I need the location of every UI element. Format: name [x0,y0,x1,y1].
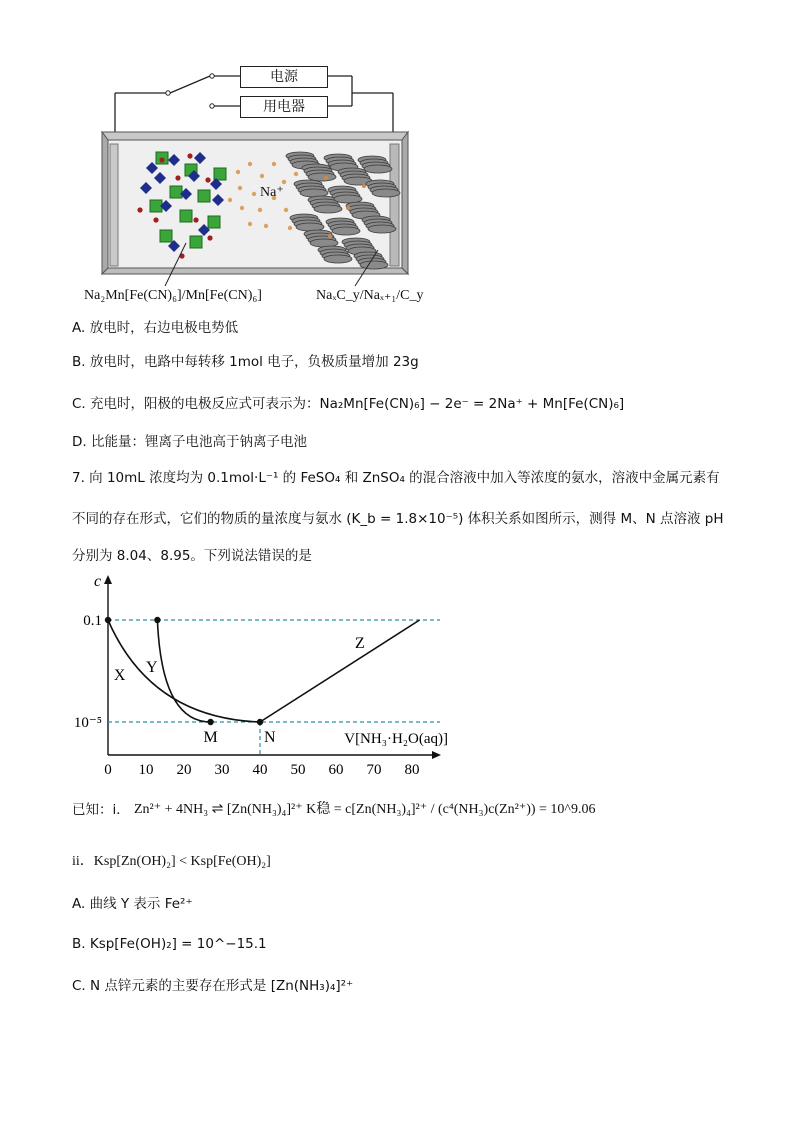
na-ion-dot [236,170,240,174]
power-source-box [240,66,328,88]
intercalated-na [324,176,328,180]
na-ion-dot [248,222,252,226]
q6-option-a: A. 放电时，右边电极电势低 [72,320,239,336]
left-electrode-label: Na₂Mn[Fe(CN)₆]/Mn[Fe(CN)₆] [84,288,262,303]
framework-cube [190,236,202,248]
graphite-layer [360,261,388,269]
q7-option-a: A. 曲线 Y 表示 Fe²⁺ [72,896,193,912]
known-prefix: 已知：i． [72,802,130,818]
framework-atom [207,235,212,240]
x-axis-arrow [432,751,441,759]
na-ion-dot [264,224,268,228]
x-axis-label: V[NH₃·H₂O(aq)] [344,731,448,747]
framework-atom [159,157,164,162]
series-z-line [260,620,420,722]
appliance-label: 用电器 [263,99,305,115]
graphite-layer [324,255,352,263]
graphite-layer [332,227,360,235]
known-eq-ii: ii．Ksp[Zn(OH)₂] < Ksp[Fe(OH)₂] [72,854,271,869]
series-x-curve [108,620,260,722]
framework-cube [198,190,210,202]
framework-cube [180,210,192,222]
x-tick-label: 10 [138,762,154,777]
framework-atom [193,217,198,222]
x-tick-label: 30 [214,762,230,777]
appliance-box [240,96,328,118]
x-tick-label: 60 [328,762,344,777]
y-tick-label: 0.1 [83,613,102,629]
point-n [257,719,263,725]
graphite-layer [364,165,392,173]
power-source-label: 电源 [270,69,298,85]
series-z-label: Z [355,635,365,652]
framework-atom [153,217,158,222]
point-m-label: M [203,729,218,746]
na-ion-dot [288,226,292,230]
q7-option-b: B. Ksp[Fe(OH)₂] = 10^−15.1 [72,936,267,952]
framework-atom [187,153,192,158]
na-ion-dot [258,208,262,212]
q7-stem-line2: 不同的存在形式，它们的物质的量浓度与氨水 (K_b = 1.8×10⁻⁵) 体积关系如图所示，测得 M、N 点溶液 pH [72,511,724,527]
x-tick-label: 70 [366,762,382,777]
intercalated-na [346,206,350,210]
na-ion-dot [240,206,244,210]
graphite-layer [372,189,400,197]
na-ion-dot [272,162,276,166]
framework-cube [170,186,182,198]
framework-atom [175,175,180,180]
q6-option-b: B. 放电时，电路中每转移 1mol 电子，负极质量增加 23g [72,354,419,370]
q7-stem-line3: 分别为 8.04、8.95。下列说法错误的是 [72,548,312,564]
point-m [207,719,213,725]
x-tick-label: 50 [290,762,306,777]
na-ion-label: Na⁺ [260,185,284,200]
known-eq-i: Zn²⁺ + 4NH₃ ⇌ [Zn(NH₃)₄]²⁺ K稳 = c[Zn(NH₃)₄]²⁺ / (c⁴(NH₃)c(Zn²⁺)) = 10^9.06 [134,802,596,817]
graphite-layer [314,205,342,213]
x-tick-label: 20 [176,762,192,777]
series-y-label: Y [146,659,158,676]
na-ion-dot [252,192,256,196]
concentration-chart [70,572,470,777]
q6-option-d: D. 比能量：锂离子电池高于钠离子电池 [72,434,307,450]
framework-cube [160,230,172,242]
series-x-label: X [113,667,126,684]
point-n-label: N [264,729,276,746]
framework-atom [205,177,210,182]
q7-stem-line1: 7. 向 10mL 浓度均为 0.1mol·L⁻¹ 的 FeSO₄ 和 ZnSO₄ 的混合溶液中加入等浓度的氨水，溶液中金属元素有 [72,470,720,486]
na-ion-dot [260,174,264,178]
q6-option-c: C. 充电时，阳极的电极反应式可表示为：Na₂Mn[Fe(CN)₆] − 2e⁻ = 2Na⁺ + Mn[Fe(CN)₆] [72,396,625,412]
framework-cube [208,216,220,228]
intercalated-na [328,234,332,238]
series-x-start-point [105,617,111,623]
framework-atom [137,207,142,212]
graphite-layer [368,225,396,233]
na-ion-dot [294,172,298,176]
y-tick-label: 10⁻⁵ [73,715,102,731]
na-ion-dot [284,208,288,212]
na-ion-dot [238,186,242,190]
series-y-start-point [154,617,160,623]
series-y-curve [157,620,210,722]
x-tick-label: 40 [252,762,268,777]
na-ion-dot [248,162,252,166]
y-axis-label: c [94,573,102,590]
intercalated-na [362,184,366,188]
y-axis-arrow [104,575,112,584]
na-ion-dot [228,198,232,202]
right-electrode-label: NaₓC_y/Naₓ₊₁/C_y [316,288,424,303]
x-tick-label: 80 [404,762,420,777]
q7-option-c: C. N 点锌元素的主要存在形式是 [Zn(NH₃)₄]²⁺ [72,978,354,994]
x-tick-label: 0 [104,762,112,777]
battery-diagram [90,60,420,310]
